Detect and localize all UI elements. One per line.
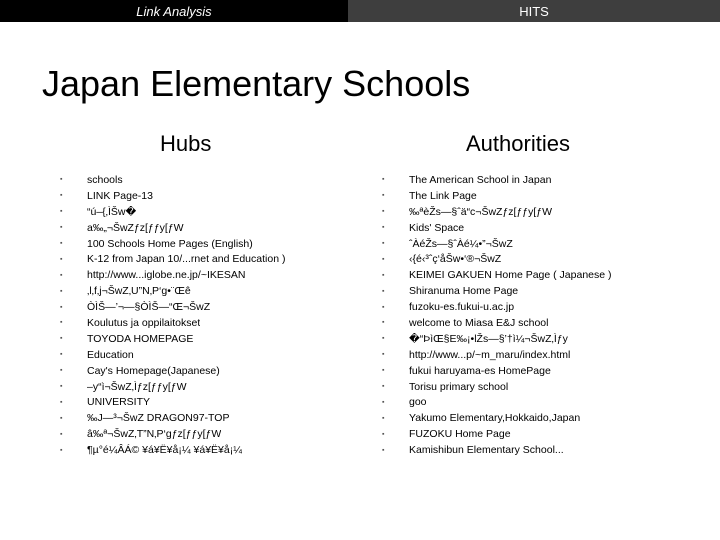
authorities-list: [382, 172, 712, 458]
list-item-text: fukui haruyama-es HomePage: [409, 364, 551, 377]
list-item: [382, 299, 712, 315]
header-topic-label: HITS: [348, 0, 720, 22]
bullet-icon: ▪: [382, 367, 385, 375]
list-item: [382, 188, 712, 204]
bullet-icon: ▪: [382, 271, 385, 279]
page-title: Japan Elementary Schools: [42, 63, 471, 104]
bullet-icon: ▪: [382, 383, 385, 391]
list-item-text: ‰ªèŽs—§ˆä“c¬ŠwZƒz[ƒƒy[ƒW: [409, 205, 553, 218]
list-item-text: �“ÞìŒ§E‰¡•lŽs—§’†ì¼¬ŠwZ‚Ìƒy: [409, 332, 568, 345]
bullet-icon: ▪: [60, 351, 63, 359]
bullet-icon: ▪: [60, 446, 63, 454]
list-item-text: KEIMEI GAKUEN Home Page ( Japanese ): [409, 269, 612, 282]
list-item: [382, 442, 712, 458]
bullet-icon: ▪: [382, 176, 385, 184]
list-item: [382, 220, 712, 236]
list-item: [382, 331, 712, 347]
list-item-text: FUZOKU Home Page: [409, 428, 511, 441]
bullet-icon: ▪: [382, 224, 385, 232]
bullet-icon: ▪: [60, 367, 63, 375]
list-item: [60, 283, 350, 299]
list-item-text: Kids' Space: [409, 221, 465, 234]
list-item: [60, 220, 350, 236]
list-item-text: TOYODA HOMEPAGE: [87, 332, 194, 345]
list-item: [382, 363, 712, 379]
list-item: [382, 394, 712, 410]
bullet-icon: ▪: [60, 335, 63, 343]
list-item: [60, 442, 350, 458]
bullet-icon: ▪: [382, 414, 385, 422]
list-item: [60, 363, 350, 379]
bullet-icon: ▪: [382, 351, 385, 359]
list-item-text: schools: [87, 173, 123, 186]
list-item-text: ‰J—³¬ŠwZ DRAGON97-TOP: [87, 412, 230, 425]
list-item-text: Cay's Homepage(Japanese): [87, 364, 220, 377]
list-item-text: ¶µ°é¼ÂÁ© ¥á¥Ë¥å¡¼ ¥á¥Ë¥å¡¼: [87, 444, 242, 457]
bullet-icon: ▪: [382, 335, 385, 343]
list-item-text: http://www...p/~m_maru/index.html: [409, 348, 571, 361]
list-item: [382, 204, 712, 220]
bullet-icon: ▪: [60, 192, 63, 200]
list-item: [382, 410, 712, 426]
bullet-icon: ▪: [60, 287, 63, 295]
list-item: [382, 379, 712, 395]
bullet-icon: ▪: [60, 398, 63, 406]
bullet-icon: ▪: [382, 398, 385, 406]
list-item-text: ‹{é‹³ˆç‘åŠw•‘®¬ŠwZ: [409, 253, 502, 266]
bullet-icon: ▪: [60, 430, 63, 438]
list-item-text: http://www...iglobe.ne.jp/~IKESAN: [87, 269, 246, 282]
list-item-text: ‚l‚f‚j¬ŠwZ‚U”N‚P‘g•¨Œê: [87, 285, 191, 298]
list-item: [60, 188, 350, 204]
slide-header-bar: [0, 0, 720, 22]
list-item: [60, 394, 350, 410]
list-item: [60, 379, 350, 395]
list-item-text: “ú–{‚ÌŠw�: [87, 205, 137, 218]
list-item: [60, 267, 350, 283]
list-item-text: The Link Page: [409, 189, 477, 202]
list-item-text: Shiranuma Home Page: [409, 285, 519, 298]
list-item: [382, 426, 712, 442]
list-item-text: LINK Page-13: [87, 189, 153, 202]
bullet-icon: ▪: [60, 271, 63, 279]
list-item: [382, 347, 712, 363]
list-item: [60, 347, 350, 363]
bullet-icon: ▪: [60, 319, 63, 327]
bullet-icon: ▪: [60, 224, 63, 232]
list-item-text: Kamishibun Elementary School...: [409, 444, 564, 457]
list-item: [60, 204, 350, 220]
bullet-icon: ▪: [60, 176, 63, 184]
bullet-icon: ▪: [60, 208, 63, 216]
list-item: [382, 172, 712, 188]
list-item: [382, 283, 712, 299]
list-item: [382, 315, 712, 331]
bullet-icon: ▪: [382, 255, 385, 263]
list-item: [382, 251, 712, 267]
bullet-icon: ▪: [60, 255, 63, 263]
list-item: [60, 299, 350, 315]
bullet-icon: ▪: [60, 240, 63, 247]
list-item-text: UNIVERSITY: [87, 396, 151, 409]
list-item-text: ˆÀéŽs—§ˆÀé¼•”¬ŠwZ: [409, 237, 513, 250]
list-item: [60, 331, 350, 347]
list-item-text: Education: [87, 348, 134, 361]
list-item: [60, 236, 350, 252]
hubs-list: [60, 172, 350, 458]
list-item: [382, 236, 712, 252]
header-section-label: Link Analysis: [0, 0, 348, 22]
bullet-icon: ▪: [382, 240, 385, 247]
bullet-icon: ▪: [382, 446, 385, 454]
list-item-text: ÒÌŠ—’¬—§ÒÌŠ—“Œ¬ŠwZ: [87, 301, 211, 314]
list-item-text: –y“ì¬ŠwZ‚Ìƒz[ƒƒy[ƒW: [87, 380, 187, 393]
hubs-heading: Hubs: [160, 131, 212, 156]
bullet-icon: ▪: [382, 303, 385, 311]
list-item: [60, 410, 350, 426]
list-item-text: The American School in Japan: [409, 173, 552, 186]
list-item: [60, 172, 350, 188]
bullet-icon: ▪: [60, 383, 63, 391]
list-item-text: Torisu primary school: [409, 380, 509, 393]
bullet-icon: ▪: [60, 414, 63, 422]
list-item-text: 100 Schools Home Pages (English): [87, 237, 253, 250]
list-item-text: K-12 from Japan 10/...rnet and Education ): [87, 253, 286, 266]
bullet-icon: ▪: [382, 287, 385, 295]
list-item: [60, 315, 350, 331]
list-item-text: Koulutus ja oppilaitokset: [87, 316, 201, 329]
list-item: [60, 251, 350, 267]
bullet-icon: ▪: [382, 319, 385, 327]
bullet-icon: ▪: [382, 208, 385, 216]
list-item: [60, 426, 350, 442]
list-item-text: goo: [409, 396, 427, 409]
bullet-icon: ▪: [382, 192, 385, 200]
list-item-text: fuzoku-es.fukui-u.ac.jp: [409, 301, 515, 314]
bullet-icon: ▪: [382, 430, 385, 438]
list-item-text: â‰ª¬ŠwZ‚T”N‚P‘gƒz[ƒƒy[ƒW: [87, 428, 222, 441]
authorities-heading: Authorities: [466, 131, 570, 156]
bullet-icon: ▪: [60, 303, 63, 311]
list-item-text: a‰„¬ŠwZƒz[ƒƒy[ƒW: [87, 221, 184, 234]
list-item: [382, 267, 712, 283]
list-item-text: welcome to Miasa E&J school: [409, 316, 549, 329]
list-item-text: Yakumo Elementary,Hokkaido,Japan: [409, 412, 581, 425]
